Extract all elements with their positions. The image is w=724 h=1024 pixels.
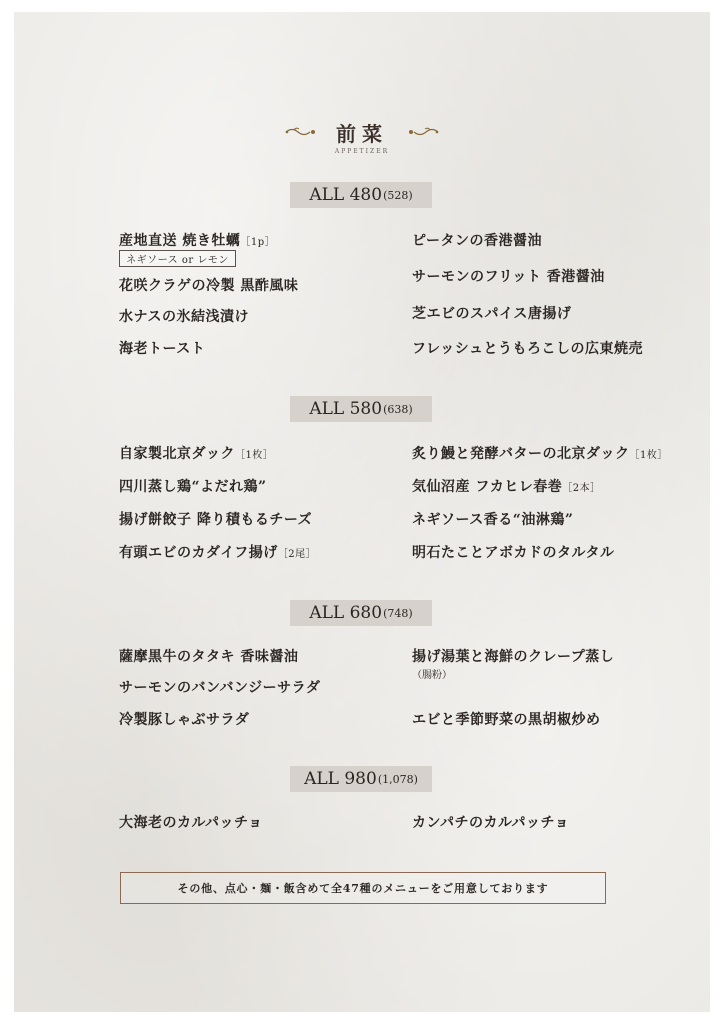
item-name: 産地直送 焼き牡蠣 bbox=[119, 233, 241, 249]
item-quantity: ［2本］ bbox=[562, 483, 601, 494]
menu-notice-box: その他、点心・麺・飯含めて全47種のメニューをご用意しております bbox=[120, 872, 606, 904]
menu-item: 薩摩黒牛のタタキ 香味醤油 bbox=[119, 649, 299, 665]
price-tax-label: (1,078) bbox=[377, 772, 418, 786]
item-name: 自家製北京ダック bbox=[119, 446, 235, 462]
item-name: 炙り鰻と発酵バターの北京ダック bbox=[412, 446, 630, 462]
price-header-680 bbox=[290, 600, 432, 626]
item-name: 気仙沼産 フカヒレ春巻 bbox=[412, 479, 563, 495]
item-quantity: ［1p］ bbox=[240, 237, 276, 248]
sauce-option-tag: ネギソース or レモン bbox=[119, 250, 236, 267]
price-header-580 bbox=[290, 396, 432, 422]
menu-item: 揚げ餅餃子 降り積もるチーズ bbox=[119, 512, 313, 528]
page-title: 前菜 bbox=[336, 121, 388, 146]
menu-item bbox=[119, 230, 275, 250]
menu-item: 花咲クラゲの冷製 黒酢風味 bbox=[119, 278, 299, 294]
menu-item: エビと季節野菜の黒胡椒炒め bbox=[412, 712, 601, 728]
item-quantity: ［2尾］ bbox=[277, 549, 317, 560]
price-label: ALL 980 bbox=[304, 769, 377, 789]
item-quantity: ［1枚］ bbox=[629, 450, 668, 461]
menu-item: 水ナスの氷結浅漬け bbox=[119, 309, 249, 325]
price-tax-label: (638) bbox=[383, 402, 413, 416]
price-label: ALL 580 bbox=[309, 399, 383, 419]
price-tax-label: (528) bbox=[383, 188, 413, 202]
menu-item: サーモンのフリット 香港醤油 bbox=[412, 269, 605, 285]
menu-item: 海老トースト bbox=[119, 341, 206, 357]
menu-item: 大海老のカルパッチョ bbox=[119, 815, 263, 831]
menu-item: ピータンの香港醤油 bbox=[412, 233, 542, 249]
page-subtitle: APPETIZER bbox=[334, 148, 390, 155]
menu-item: 明石たことアボカドのタルタル bbox=[412, 545, 615, 561]
price-header-980 bbox=[290, 766, 432, 792]
item-name: 有頭エビのカダイフ揚げ bbox=[119, 545, 278, 561]
menu-item: サーモンのバンバンジーサラダ bbox=[119, 680, 321, 696]
menu-item: フレッシュとうもろこしの広東焼売 bbox=[412, 341, 644, 357]
left-flourish-icon bbox=[284, 126, 318, 138]
price-header-480 bbox=[290, 182, 432, 208]
price-label: ALL 680 bbox=[309, 603, 383, 623]
menu-item: 冷製豚しゃぶサラダ bbox=[119, 712, 250, 728]
price-tax-label: (748) bbox=[383, 606, 413, 620]
menu-item bbox=[119, 443, 273, 463]
menu-item: カンパチのカルパッチョ bbox=[412, 815, 570, 831]
item-quantity: ［1枚］ bbox=[235, 450, 274, 461]
price-label: ALL 480 bbox=[309, 185, 383, 205]
menu-item bbox=[412, 443, 668, 463]
right-flourish-icon bbox=[406, 126, 440, 138]
menu-item: 四川蒸し鶏“よだれ鶏” bbox=[119, 479, 267, 495]
menu-item: 芝エビのスパイス唐揚げ bbox=[412, 306, 572, 322]
menu-item bbox=[119, 542, 316, 562]
menu-item: 揚げ湯葉と海鮮のクレープ蒸し bbox=[412, 649, 615, 665]
item-subnote: （腸粉） bbox=[412, 670, 452, 681]
menu-header bbox=[0, 118, 724, 155]
menu-item: ネギソース香る“油淋鶏” bbox=[412, 512, 574, 528]
menu-item bbox=[412, 476, 601, 496]
